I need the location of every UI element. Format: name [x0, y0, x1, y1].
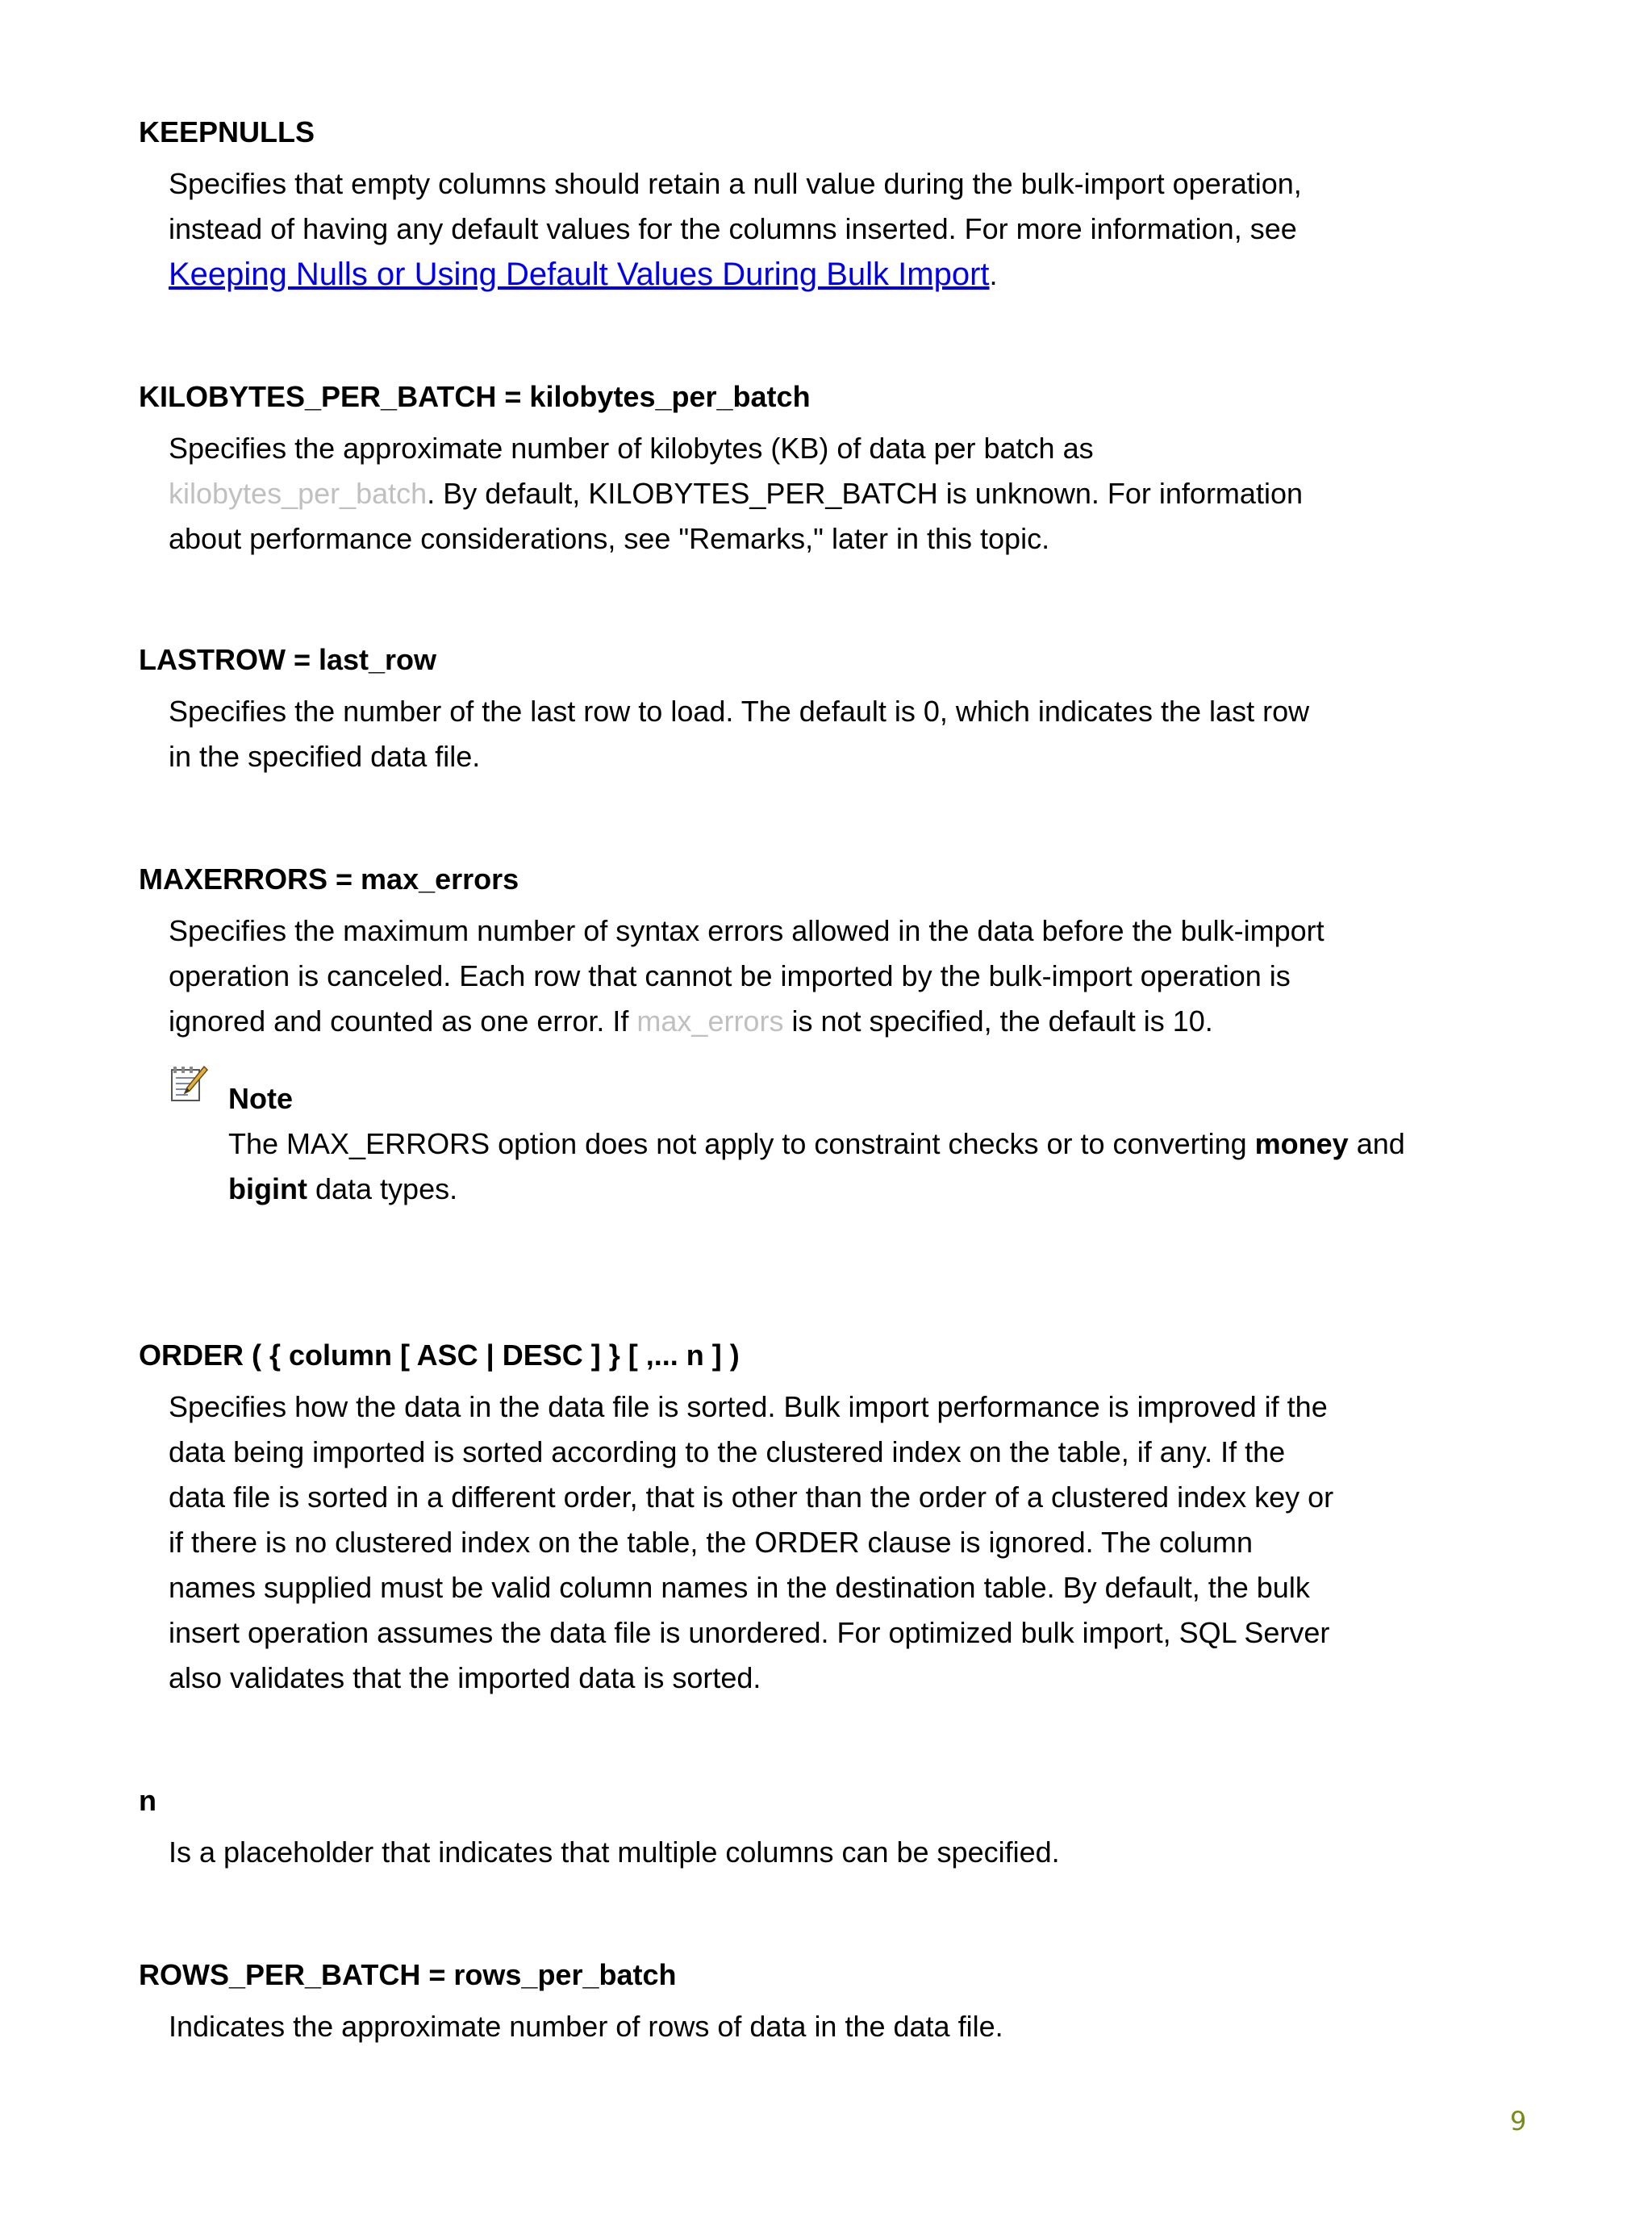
description-text: Specifies how the data in the data file is sorted. Bulk import performance is improved if the data being imported is sorted according to the clustered index on the table, if any. If the data file is sorted in a different order, that is other than the order of a clustered index key or if there is no clustered index on the table, the ORDER clause is ignored. The column names supplied must be valid column names in the destination table. By default, the bulk insert operation assumes the data file is unordered. For optimized bulk import, SQL Server also validates that the imported data is sorted. [169, 1390, 1334, 1694]
description-text: Specifies the approximate number of kilobytes (KB) of data per batch as [169, 432, 1094, 465]
parameter-name: kilobytes_per_batch [169, 477, 428, 510]
note-pencil-icon [169, 1063, 209, 1104]
description-text: . [989, 258, 998, 291]
term-description [169, 161, 1338, 298]
term-heading: MAXERRORS = max_errors [139, 862, 519, 896]
parameter-name: max_errors [636, 1004, 784, 1038]
description-text: Specifies the maximum number of syntax errors allowed in the data before the bulk-import operation is canceled. Each row that cannot be imported by the bulk-import operation is ignored and counted as one error. If [169, 914, 1325, 1038]
description-text: Specifies that empty columns should retain a null value during the bulk-import operation, instead of having any default values for the columns inserted. For more information, see [169, 167, 1302, 245]
entry-maxerrors [139, 857, 1470, 1212]
term-heading: KEEPNULLS [139, 115, 315, 148]
term-heading: LASTROW = last_row [139, 643, 437, 676]
note-text: The MAX_ERRORS option does not apply to constraint checks or to converting [228, 1127, 1255, 1160]
entry-rows-per-batch [139, 1952, 1470, 2049]
description-text: Is a placeholder that indicates that multiple columns can be specified. [169, 1836, 1060, 1869]
page-number: 9 [1510, 2106, 1527, 2136]
description-text: is not specified, the default is 10. [783, 1004, 1213, 1038]
entry-kilobytes-per-batch [139, 374, 1470, 562]
term-heading: KILOBYTES_PER_BATCH = kilobytes_per_batch [139, 380, 811, 413]
entry-keepnulls [139, 110, 1470, 298]
description-text: Specifies the number of the last row to load. The default is 0, which indicates the last row in the specified data file. [169, 695, 1310, 773]
term-description [169, 1384, 1338, 1701]
note-title: Note [228, 1082, 293, 1115]
term-description [169, 1830, 1338, 1875]
term-description [169, 908, 1338, 1044]
entry-lastrow [139, 637, 1470, 779]
description-text: . By default, KILOBYTES_PER_BATCH is unknown. For information about performance considerations, see "Remarks," later in this topic. [169, 477, 1303, 555]
entry-n [139, 1778, 1470, 1875]
term-heading: ROWS_PER_BATCH = rows_per_batch [139, 1958, 677, 1991]
term-heading: ORDER ( { column [ ASC | DESC ] } [ ,... n ] ) [139, 1339, 740, 1372]
term-heading: n [139, 1784, 156, 1817]
term-description [169, 426, 1338, 562]
keeping-nulls-link[interactable]: Keeping Nulls or Using Default Values During Bulk Import [169, 257, 990, 292]
note-text: and [1348, 1127, 1405, 1160]
note-box [169, 1063, 1427, 1212]
term-description [169, 689, 1338, 779]
term-description [169, 2004, 1338, 2049]
note-body [228, 1121, 1427, 1212]
description-text: Indicates the approximate number of rows of data in the data file. [169, 2010, 1003, 2043]
note-bold-term: bigint [228, 1172, 307, 1205]
note-text: data types. [307, 1172, 458, 1205]
note-bold-term: money [1254, 1127, 1349, 1160]
entry-order [139, 1333, 1470, 1701]
